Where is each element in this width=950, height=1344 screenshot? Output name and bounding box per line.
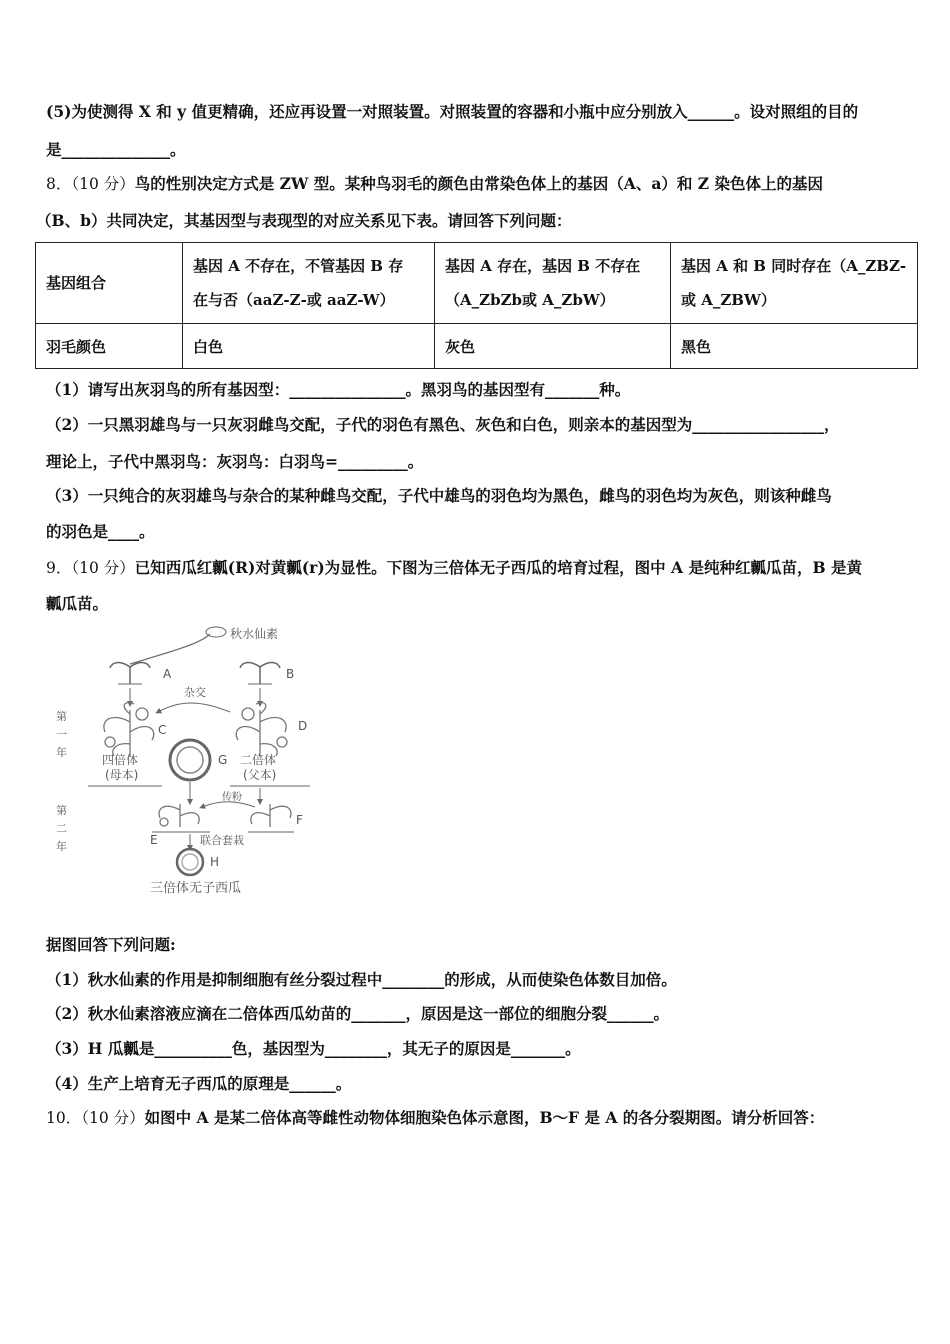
- label-tetraploid: 四倍体: [102, 753, 139, 767]
- label-diploid: 二倍体: [240, 753, 277, 767]
- q10-number: 10．: [46, 1109, 82, 1127]
- table-row-color: [36, 324, 918, 369]
- cell-line: 基因 A 不存在，不管基因 B 存: [193, 257, 404, 275]
- label-interplant: 联合套栽: [200, 834, 244, 847]
- watermelon-h: [177, 849, 203, 875]
- label-cross: 杂交: [184, 686, 206, 699]
- label-pollination: 传粉: [222, 792, 242, 803]
- cell-line: 或 A_ZBW）: [681, 291, 776, 309]
- q9-number: 9．: [46, 559, 72, 577]
- label-father: (父本): [243, 768, 277, 782]
- q9-sub1: （1）秋水仙素的作用是抑制细胞有丝分裂过程中________的形成，从而使染色体数目加倍。: [46, 970, 677, 989]
- q8-stem-text: 鸟的性别决定方式是 ZW 型。某种鸟羽毛的颜色由常染色体上的基因（A、a）和 Z 染色体上的基因: [134, 174, 823, 193]
- q10-stem-text: 如图中 A 是某二倍体高等雌性动物体细胞染色体示意图，B～F 是 A 的各分裂期图。请分析回答：: [144, 1108, 825, 1127]
- q9-score: （10 分）: [71, 559, 135, 577]
- q10-score: （10 分）: [81, 1109, 145, 1127]
- table-cell-gray: 灰色: [435, 324, 671, 369]
- table-cell-white-genotype: [183, 243, 435, 324]
- q8-score: （10 分）: [71, 175, 135, 193]
- table-cell-white: 白色: [183, 324, 435, 369]
- q9-stem-text: 已知西瓜红瓤(R)对黄瓤(r)为显性。下图为三倍体无子西瓜的培育过程，图中 A 是纯种红瓤瓜苗，B 是黄: [134, 558, 862, 577]
- q7-part5-line2: 是______________。: [46, 140, 186, 159]
- table-cell-black: 黑色: [671, 324, 918, 369]
- watermelon-g: [170, 740, 210, 780]
- label-h: H: [210, 855, 220, 869]
- cell-line: 在与否（aaZ-Z-或 aaZ-W）: [193, 291, 395, 309]
- watermelon-h-inner: [182, 854, 198, 870]
- seedling-a: [110, 663, 150, 684]
- q9-sub4: （4）生产上培育无子西瓜的原理是______。: [46, 1074, 352, 1093]
- cell-line: （A_ZbZb或 A_ZbW）: [445, 291, 615, 309]
- label-c: C: [158, 723, 167, 737]
- watermelon-breeding-figure: [50, 622, 350, 902]
- q8-sub3-line2: 的羽色是____。: [46, 522, 155, 541]
- q9-sub3: （3）H 瓜瓤是__________色，基因型为________，其无子的原因是_______。: [46, 1039, 581, 1058]
- table-header-genotype: 基因组合: [36, 243, 183, 324]
- table-row-genotype: [36, 243, 918, 324]
- q8-sub1: （1）请写出灰羽鸟的所有基因型：_______________。黑羽鸟的基因型有_______种。: [46, 380, 631, 399]
- label-b: B: [286, 667, 295, 681]
- breeding-diagram: [50, 622, 350, 902]
- dropper-bulb: [206, 627, 226, 637]
- plant-c: [104, 703, 154, 757]
- year2-char: 年: [56, 840, 67, 853]
- table-header-color: 羽毛颜色: [36, 324, 183, 369]
- q9-answer-intro: 据图回答下列问题:: [46, 935, 176, 954]
- genotype-phenotype-table: [35, 242, 918, 369]
- q8-stem-line2: （B、b）共同决定，其基因型与表现型的对应关系见下表。请回答下列问题：: [36, 211, 572, 230]
- dropper-tube: [130, 634, 210, 664]
- label-f: F: [296, 813, 303, 827]
- cross-arrow: [158, 703, 230, 712]
- q9-stem-line2: 瓤瓜苗。: [46, 594, 109, 613]
- year2-char: 二: [56, 822, 67, 835]
- q10-stem: [46, 1108, 824, 1128]
- cell-line: 基因 A 和 B 同时存在（A_ZBZ-: [681, 257, 907, 275]
- label-colchicine: 秋水仙素: [230, 627, 279, 641]
- year2-char: 第: [56, 804, 67, 817]
- label-d: D: [298, 719, 308, 733]
- plant-f: [251, 804, 291, 827]
- year1-char: 一: [56, 728, 67, 741]
- q8-sub3-line1: （3）一只纯合的灰羽雄鸟与杂合的某种雌鸟交配，子代中雄鸟的羽色均为黑色，雌鸟的羽色均为灰色，则该种雌鸟: [46, 486, 832, 505]
- q9-sub2: （2）秋水仙素溶液应滴在二倍体西瓜幼苗的_______，原因是这一部位的细胞分裂______。: [46, 1004, 670, 1023]
- label-g: G: [218, 753, 228, 767]
- q7-part5-line1: (5)为使测得 X 和 y 值更精确，还应再设置一对照装置。对照装置的容器和小瓶中应分别放入______。设对照组的目的: [46, 102, 859, 121]
- cell-line: 基因 A 存在，基因 B 不存在: [445, 257, 641, 275]
- q8-sub2-line1: （2）一只黑羽雄鸟与一只灰羽雌鸟交配，子代的羽色有黑色、灰色和白色，则亲本的基因型为_________________，: [46, 415, 840, 434]
- q8-number: 8．: [46, 175, 72, 193]
- q8-stem-line1: [46, 174, 823, 194]
- year1-char: 年: [56, 746, 67, 759]
- q9-stem-line1: [46, 558, 862, 578]
- label-triploid: 三倍体无子西瓜: [150, 881, 242, 896]
- label-mother: (母本): [105, 768, 139, 782]
- table-cell-black-genotype: [671, 243, 918, 324]
- label-a: A: [163, 667, 172, 681]
- table-cell-gray-genotype: [435, 243, 671, 324]
- plant-e: [159, 804, 199, 827]
- seedling-b: [240, 663, 280, 684]
- year1-char: 第: [56, 710, 67, 723]
- label-e: E: [150, 833, 158, 847]
- watermelon-g-inner: [177, 747, 203, 773]
- plant-d: [236, 703, 287, 757]
- q8-sub2-line2: 理论上，子代中黑羽鸟：灰羽鸟：白羽鸟=_________。: [46, 452, 424, 471]
